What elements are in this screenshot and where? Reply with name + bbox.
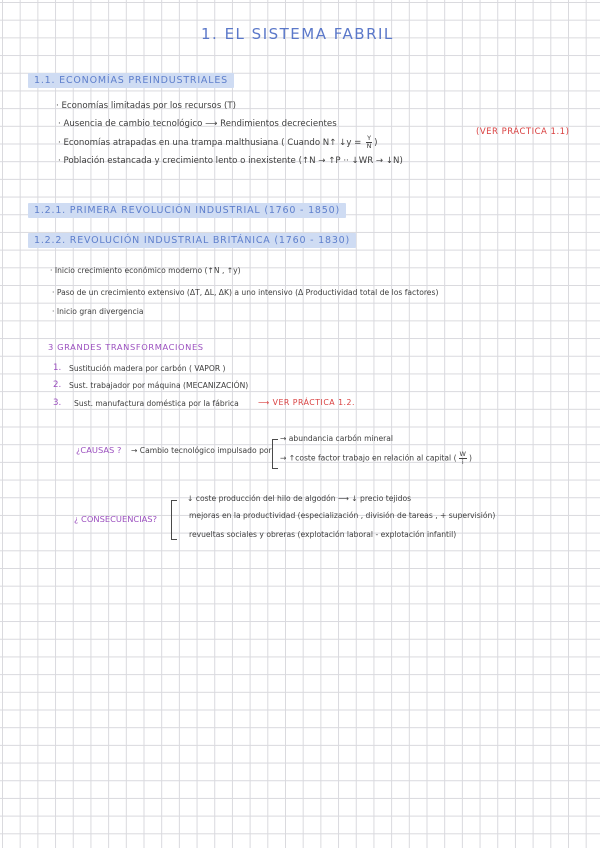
consequences-label: ¿ CONSECUENCIAS? [74,514,157,524]
section-heading-1-2-1: 1.2.1. PRIMERA REVOLUCIÓN INDUSTRIAL (1760 - 1850) [28,203,346,218]
sec122-bullet-3: · Inicio gran divergencia [52,307,144,316]
sec11-bullet-1: · Economías limitadas por los recursos (T) [56,101,236,111]
fraction-w-over-i [459,451,467,466]
section-heading-1-2-2: 1.2.2. REVOLUCIÓN INDUSTRIAL BRITÁNICA (1760 - 1830) [28,233,356,248]
transformations-heading: 3 GRANDES TRANSFORMACIONES [48,342,204,352]
section-heading-1-1: 1.1. ECONOMÍAS PREINDUSTRIALES [28,73,234,88]
fraction-numerator: W [459,450,466,458]
practice-ref-1-2: ⟶ VER PRÁCTICA 1.2. [258,398,355,407]
consequences-item-2: mejoras en la productividad (especialización , división de tareas , + supervisión) [189,511,496,520]
consequences-item-1: ↓ coste producción del hilo de algodón ⟶ ↓ precio tejidos [187,494,412,503]
fraction-denominator: i [461,458,464,466]
causes-option-2-text: → ↑coste factor trabajo en relación al capital ( [280,453,457,463]
transformation-item-2: Sust. trabajador por máquina (MECANIZACIÓN) [69,381,249,390]
page-title: 1. EL SISTEMA FABRIL [201,25,394,43]
sec11-bullet-3-close: ) [374,138,378,148]
transformation-number-1: 1. [53,363,62,373]
transformation-number-3: 3. [53,398,62,408]
sec11-bullet-3 [58,135,377,150]
causes-text: → Cambio tecnológico impulsado por [131,446,272,455]
practice-ref-1-1: (VER PRÁCTICA 1.1) [476,127,570,137]
transformation-number-2: 2. [53,380,62,390]
fraction-numerator: Y [367,134,372,142]
fraction-denominator: N [366,142,372,150]
consequences-bracket [171,500,177,540]
consequences-item-3: revueltas sociales y obreras (explotación laboral - explotación infantil) [189,530,457,539]
transformation-item-1: Sustitución madera por carbón ( VAPOR ) [69,364,226,373]
sec11-bullet-2: · Ausencia de cambio tecnológico ⟶ Rendimientos decrecientes [58,119,337,129]
causes-label: ¿CAUSAS ? [76,445,122,455]
sec11-bullet-4: · Población estancada y crecimiento lento o inexistente (↑N → ↑P ·· ↓WR → ↓N) [58,156,403,166]
causes-option-1: → abundancia carbón mineral [280,434,394,443]
causes-option-2 [280,451,472,466]
transformation-item-3: Sust. manufactura doméstica por la fábrica [74,399,239,408]
sec122-bullet-1: · Inicio crecimiento económico moderno (↑N , ↑y) [50,266,241,275]
causes-bracket [272,439,278,469]
causes-option-2-close: ) [468,453,472,463]
sec11-bullet-3-text: · Economías atrapadas en una trampa malthusiana ( Cuando N↑ ↓y = [58,138,365,148]
fraction-y-over-n [366,135,372,150]
sec122-bullet-2: · Paso de un crecimiento extensivo (ΔT, ΔL, ΔK) a uno intensivo (Δ Productividad total de los factores) [52,288,439,297]
